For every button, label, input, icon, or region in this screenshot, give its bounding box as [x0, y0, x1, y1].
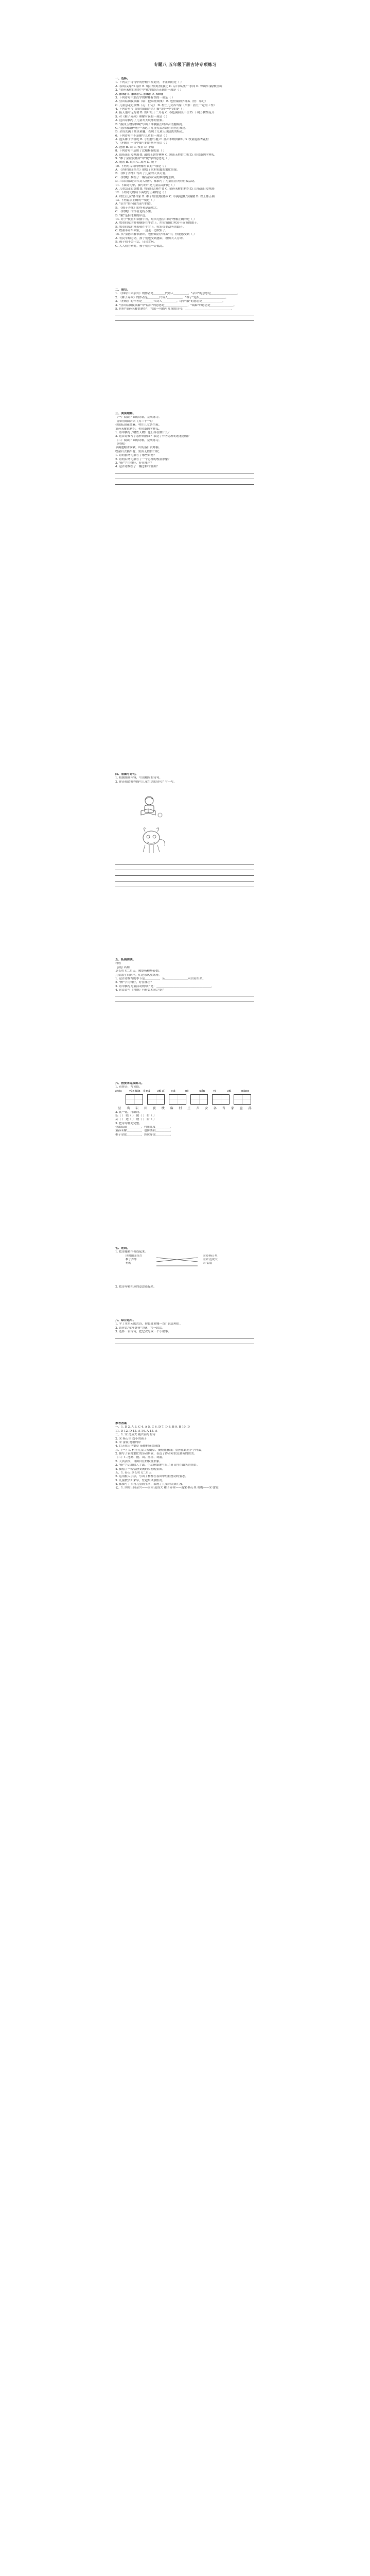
section-application — [115, 1319, 254, 1346]
character-item: 儿 — [196, 1106, 200, 1110]
text-line: 5. 仿照"童孙未解供耕织"，写出一句描写儿童的诗句：＿＿＿＿＿＿＿＿＿＿＿＿＿＿＿＿。 — [115, 307, 234, 311]
text-line: 稚子金盆＿＿＿＿＿，彩丝穿取＿＿＿＿＿。 — [115, 1133, 173, 1137]
character-writing-boxes — [126, 1094, 254, 1105]
answer-line[interactable] — [115, 481, 254, 485]
answer-line[interactable] — [115, 883, 254, 887]
pinyin-item: qiāng — [241, 1089, 249, 1093]
answer-key-heading: 参考答案 — [115, 1422, 127, 1425]
text-line: 二、1. 宋 范成大 随兴而写的诗 — [115, 1433, 155, 1437]
character-item: 绩 — [161, 1106, 165, 1110]
text-line: A. 春风/又绿/江南岸 B. 明月/何时/照我还 C. 京口/瓜洲/一水间 D. 钟山/只隔/数重山 — [115, 84, 222, 88]
section-exercises — [115, 1082, 254, 1137]
text-line: 2. 比一比，再组词。 — [115, 1110, 142, 1114]
writing-box[interactable] — [234, 1094, 251, 1105]
text-line: C. 大人们劳动时，孩子们在一旁捣乱。 — [115, 244, 166, 248]
text-line: 3. 把诗句补充完整。 — [115, 1122, 142, 1125]
text-line: B. "敲成玉磬穿林响"写出了冰被敲击时声音清脆响亮。 — [115, 123, 185, 126]
text-line: （二）1. 池塘、陂、山、落日、寒漪。 — [115, 1456, 165, 1460]
text-line: 3. 《村晚》的作者是＿＿＿＿代诗人＿＿＿＿＿，诗中"陂"的意思是＿＿＿＿＿＿＿。 — [115, 300, 225, 303]
text-line: B. 孩子们不会干活，只会贪玩。 — [115, 241, 157, 244]
text-line: （一）阅读下面的诗歌，完成练习。 — [115, 416, 162, 419]
text-line: 2. "醉"字用得好，好在哪里？ — [115, 981, 153, 985]
text-line: A. 山衔落日浸寒漪 B. 敲成玉磬穿林响 C. 短笛无腔信口吹 D. 也傍桑阴学种瓜 — [115, 153, 215, 157]
text-line: D. 三首诗都是宋代诗人所作，都描写了儿童在春天的游戏活动。 — [115, 180, 197, 183]
character-item: 昼 — [118, 1106, 121, 1110]
text-line: B. 牧童回家时横着骑在牛背上，吹着优美动听的曲子。 — [115, 225, 186, 229]
text-line: 1. 根据图画内容，写出相应的诗句。 — [115, 776, 163, 780]
match-right-item[interactable]: 南宋·杨万里 — [203, 1254, 218, 1258]
writing-box[interactable] — [212, 1094, 230, 1105]
text-line: D. "陂"是指池塘的岸边。 — [115, 214, 148, 217]
text-line: 3. "衔"字用得好，好在哪里？ — [115, 461, 153, 465]
character-item: 麻 — [170, 1106, 173, 1110]
writing-box[interactable] — [126, 1094, 143, 1105]
dragon-illustration — [134, 824, 170, 855]
text-line: 3. 下列诗句中加点字的解释有误的一项是（ ） — [115, 96, 175, 99]
section-matching — [115, 1247, 254, 1289]
text-line: 2. 这首诗描写了怎样的画面？表达了作者怎样的思想感情？ — [115, 435, 191, 438]
answer-line[interactable] — [115, 992, 254, 996]
text-line: A. 农民辛勤劳动，孩子们也受到感染，模仿大人劳动。 — [115, 236, 186, 240]
text-line: 草满池塘水满陂，山衔落日浸寒漪。 — [115, 446, 162, 450]
answer-line[interactable] — [115, 866, 254, 870]
writing-box[interactable] — [169, 1094, 186, 1105]
section-heading: 八、综合运用。 — [115, 1319, 136, 1322]
text-line: 9. "稚子金盆脱晓冰"中"脱"字的意思是（ ） — [115, 157, 171, 160]
text-line: C. 牧童牵着牛回家，一边走一边吹笛子。 — [115, 229, 168, 232]
pinyin-item: zhì — [227, 1089, 232, 1093]
text-line: 1. 下列关于诗句中的停顿节奏划分，不正确的是（ ） — [115, 81, 183, 84]
text-line: C. 《村晚》的作者是杨万里。 — [115, 210, 154, 214]
text-line: 3. "衔"字运用拟人手法，生动形象地写出了落日挂在山头的情景。 — [115, 1464, 200, 1467]
text-line: 1. 诗中描写了哪些人物？他们各在做什么？ — [115, 431, 171, 434]
text-line: 五、1. 春天 草长莺飞二月天 — [115, 1471, 152, 1475]
text-line: 1. 这首诗描写的季节是＿＿＿＿＿，从＿＿＿＿＿＿＿＿可以看出来。 — [115, 977, 205, 980]
section-heading: 四、看图写诗句。 — [115, 773, 138, 776]
text-line: D. 全诗充满了童真童趣，表现了儿童天真活泼的特点。 — [115, 130, 186, 134]
section-extended-reading — [115, 958, 254, 1004]
answer-line[interactable] — [115, 475, 254, 479]
text-line: 耘（ ） 绩（ ） 陂（ ） 衔（ ） — [115, 1114, 156, 1117]
text-line: A. 《四时田园杂兴》描绘了农村初夏的繁忙景象。 — [115, 168, 180, 172]
pinyin-item: xián — [199, 1089, 205, 1093]
text-line: 3. 选择一首古诗，把它改写成一个小故事。 — [115, 1330, 171, 1334]
text-line: 11. D 12. D 13. A 14. A 15. A — [115, 1429, 157, 1433]
text-line: A. 池塘 B. 山 C. 牧童 D. 小船 — [115, 145, 154, 149]
match-right-item[interactable]: 宋·雷震 — [203, 1262, 212, 1265]
pinyin-item: jì má — [143, 1089, 150, 1093]
text-line: 牧童归去横牛背，短笛无腔信口吹。 — [115, 450, 162, 453]
text-line: 2. 诗的后两句描写了一个怎样的牧童形象？ — [115, 457, 171, 461]
text-line: C. 《村晚》描绘了一幅恬静安闲的乡村晚景图。 — [115, 176, 177, 179]
match-left-item[interactable]: 稚子弄冰 — [126, 1258, 137, 1261]
section-picture-poem — [115, 773, 254, 889]
text-line: 5. 对《稚子弄冰》理解有误的一项是（ ） — [115, 115, 169, 118]
text-line: 8. 下列诗句中运用了比喻修辞的是（ ） — [115, 149, 166, 153]
pinyin-item: zhòu — [115, 1089, 122, 1093]
text-line: 4. "昼出耘田夜绩麻"中"耘田"的意思是＿＿＿＿＿＿＿＿，"绩麻"的意思是＿＿＿＿＿＿＿＿。 — [115, 303, 237, 307]
text-line: 2. 请你以"童年趣事"为题，写一段话。 — [115, 1326, 165, 1330]
text-line: B. 《稚子弄冰》写出了儿童的天真可爱。 — [115, 172, 168, 176]
answer-line[interactable] — [115, 317, 254, 321]
text-line: 2. 运用拟人手法，写出了杨柳在春风中轻轻摆动的姿态。 — [115, 1475, 188, 1479]
exercise-line: 2. 把诗句和相应的意思连起来。 — [115, 1285, 156, 1289]
text-line: 1. 《四时田园杂兴》的作者是＿＿＿＿代诗人＿＿＿＿＿，"杂兴"的意思是＿＿＿＿＿＿＿＿＿。 — [115, 292, 240, 296]
section-choice — [115, 77, 254, 248]
text-line: A. 这首诗描写了儿童冬天玩冰的情景。 — [115, 119, 166, 123]
pinyin-item: pō — [185, 1089, 189, 1093]
text-line: A. "杂兴"是指随兴而写的诗。 — [115, 202, 154, 206]
section-heading: 一、选择。 — [115, 77, 130, 80]
exercise-line: 1. 看拼音，写词语。 — [115, 1086, 142, 1089]
text-line: 12. 下列诗句朗读节奏划分正确的是（ ） — [115, 191, 168, 195]
text-line: A. 村庄/儿女/各当家 B. 稚子/金盆/脱晓冰 C. 草满/池塘/水满陂 D. 以上都正确 — [115, 195, 215, 198]
text-line: A. 儿童急走追黄蝶 B. 牧童归去横牛背 C. 童孙未解供耕织 D. 山衔落日浸寒漪 — [115, 187, 215, 191]
writing-box[interactable] — [190, 1094, 208, 1105]
character-item: 各 — [214, 1106, 217, 1110]
matching-exercise — [126, 1255, 239, 1285]
child-reading-illustration — [136, 794, 167, 819]
text-line: 七、1. 四时田园杂兴——南宋·范成大 稚子弄冰——南宋·杨万里 村晚——宋·雷震 — [115, 1486, 219, 1490]
answer-line[interactable] — [115, 469, 254, 473]
section-fill-blank — [115, 289, 254, 323]
pinyin-item: yī — [213, 1089, 216, 1093]
match-left-item[interactable]: 村晚 — [126, 1262, 131, 1265]
character-item: 村 — [179, 1106, 182, 1110]
text-line: 童孙未解＿＿＿＿＿，也傍桑阴＿＿＿＿＿。 — [115, 1129, 173, 1133]
text-line: 3. 儿童散学归来早，忙趁东风放纸鸢。 — [115, 1479, 165, 1482]
section-heading: 三、阅读理解。 — [115, 412, 136, 415]
text-line: 14. 对于"牧童归去横牛背，短笛无腔信口吹"理解正确的是（ ） — [115, 217, 197, 221]
text-line: 【清】高鼎 — [115, 965, 130, 969]
text-line: 《四时田园杂兴（其三十一）》 — [115, 419, 154, 423]
text-line: 10. 下列对古诗的理解有误的一项是（ ） — [115, 164, 168, 168]
answer-line[interactable] — [115, 860, 254, 865]
text-line: 2. 描写了农村繁忙的劳动景象，表达了作者对农民勤劳的赞美。 — [115, 1452, 197, 1455]
pinyin-item: cuì — [171, 1089, 175, 1093]
text-line: 三、（一）1. 村庄儿女白天锄草、夜晚搓麻线；童孙在桑树下学种瓜。 — [115, 1448, 204, 1452]
character-item: 女 — [205, 1106, 208, 1110]
text-line: 《村晚》 — [115, 443, 127, 446]
answer-line[interactable] — [115, 998, 254, 1002]
text-line: A. 昼出耘田夜绩麻（绩：把麻搓成线） B. 也傍桑阴学种瓜（傍：靠近） — [115, 100, 208, 104]
exercise-line: 1. 把诗题和作者连起来。 — [115, 1250, 148, 1254]
answer-line[interactable] — [115, 872, 254, 876]
text-line: 4. 这首诗描绘了一幅怎样的画面？ — [115, 465, 160, 469]
answer-line[interactable] — [115, 1340, 254, 1344]
text-line: 4. 下列诗句与《四时田园杂兴》描写同一季节的是（ ） — [115, 108, 186, 111]
text-line: 2. "童孙未解供耕织"中"供"的读音正确的一项是（ ） — [115, 89, 183, 92]
text-line: 昼出耘田＿＿＿＿＿，村庄儿女＿＿＿＿＿。 — [115, 1126, 173, 1129]
character-item: 田 — [144, 1106, 148, 1110]
text-line: 1. 诗的前两句描写了哪些景物？ — [115, 454, 156, 457]
character-item: 童 — [239, 1106, 243, 1110]
answer-line[interactable] — [115, 1334, 254, 1338]
text-line: 童孙未解供耕织，也傍桑阴学种瓜。 — [115, 427, 162, 431]
answer-key — [115, 1422, 254, 1490]
text-line: 昼出耘田夜绩麻，村庄儿女各当家。 — [115, 423, 162, 427]
text-line: A. 接天莲叶无穷碧 B. 霜叶红于二月花 C. 春色满园关不住 D. 千树万树梨花开 — [115, 111, 215, 115]
section-heading: 五、拓展阅读。 — [115, 958, 136, 961]
matching-lines — [156, 1256, 198, 1276]
text-line: B. 《稚子弄冰》的作者是范成大。 — [115, 206, 160, 210]
text-line: A. 牧童回家的时候横卧在牛背上，用短笛随口吹着不成调的曲子。 — [115, 222, 200, 225]
text-line: 13. 下列说法正确的一项是（ ） — [115, 199, 156, 202]
match-left-item[interactable]: 四时田园杂兴 — [126, 1254, 143, 1258]
pinyin-row — [115, 1090, 254, 1093]
section-heading: 二、填空。 — [115, 289, 130, 292]
text-line: 芸（ ） 迹（ ） 坡（ ） 街（ ） — [115, 1118, 156, 1122]
section-reading — [115, 412, 254, 486]
text-line: 11. 下面诗句中，描写的不是儿童活动的是（ ） — [115, 183, 177, 187]
text-line: （二）阅读下面的诗歌，完成练习。 — [115, 438, 162, 442]
text-line: 2. 《稚子弄冰》的作者是＿＿＿＿代诗人＿＿＿＿＿。"稚子"是指＿＿＿＿＿＿＿＿＿。 — [115, 296, 228, 299]
text-line: 3. 宋 雷震 池塘的岸 — [115, 1440, 141, 1444]
text-line: A. gōng B. gòng C. gǒng D. hōng — [115, 92, 163, 96]
worksheet-title: 专题八 五年级下册古诗专项练习 — [153, 62, 217, 67]
text-line: C. 儿童急走追黄蝶（走：行走） D. 村庄儿女各当家（当家：担任一定的工作） — [115, 104, 217, 107]
text-line: C. "忽作玻璃碎地声"表达了儿童失去冰块时的伤心难过。 — [115, 126, 188, 130]
text-line: 草长莺飞二月天，拂堤杨柳醉春烟。 — [115, 970, 162, 973]
text-line: 2. 你还知道哪些描写儿童生活的诗句？写一写。 — [115, 780, 177, 784]
character-item: 出 — [127, 1106, 130, 1110]
text-line: 4. 描绘了一幅恬静安闲的乡村晚景图。 — [115, 1467, 165, 1471]
character-item: 耘 — [135, 1106, 139, 1110]
character-item: 夜 — [152, 1106, 156, 1110]
text-line: 2. 天真活泼、自由自在的牧童形象。 — [115, 1460, 163, 1463]
text-line: A. 蓬头稚子学垂纶 B. 小娃撑小艇 C. 童孙未解供耕织 D. 牧童遥指杏花村 — [115, 138, 209, 141]
text-line: A. 脱落 B. 取出 C. 离开 D. 脱下 — [115, 161, 157, 164]
writing-box[interactable] — [147, 1094, 165, 1105]
text-line: 村居 — [115, 962, 121, 965]
pinyin-item: yún tián — [129, 1089, 140, 1093]
match-right-item[interactable]: 南宋·范成大 — [203, 1258, 218, 1261]
section-heading: 六、按要求完成练习。 — [115, 1082, 144, 1085]
pinyin-item: zhì zǐ — [157, 1089, 165, 1093]
character-item: 家 — [231, 1106, 234, 1110]
answer-line[interactable] — [115, 877, 254, 882]
text-line: 2. 宋 杨万里 幼小的孩子 — [115, 1437, 147, 1440]
text-line: 4. 这首诗与《村晚》有什么相同之处？ — [115, 989, 165, 992]
text-line: 儿童散学归来早，忙趁东风放纸鸢。 — [115, 973, 162, 977]
answer-line[interactable] — [115, 311, 254, 315]
text-line: 一、1. D 2. A 3. C 4. A 5. C 6. D 7. D 8. B 9. B 10. D — [115, 1426, 190, 1429]
text-line: 15. 从"童孙未解供耕织，也傍桑阴学种瓜"中，你能感受到（ ） — [115, 233, 197, 236]
text-line: 1. 学了本单元的古诗，你最喜欢哪一首？说说理由。 — [115, 1323, 183, 1326]
character-item: 孙 — [248, 1106, 252, 1110]
text-line: 3. 诗中描写儿童活动的句子是：＿＿＿＿＿＿＿＿＿＿＿＿＿＿＿＿＿＿＿。 — [115, 985, 214, 988]
text-line: 6. 下列诗句中不是描写儿童的一项是（ ） — [115, 134, 169, 138]
text-line: 4. 白天在田里锄草 夜晚把麻搓成线 — [115, 1445, 161, 1448]
character-item: 当 — [222, 1106, 225, 1110]
section-heading: 七、连线。 — [115, 1247, 130, 1250]
text-line: 4. 都描写了乡村儿童的生活，表现了儿童的天真烂漫。 — [115, 1483, 185, 1486]
character-item: 庄 — [187, 1106, 191, 1110]
text-line: 7. 《村晚》一诗中描写的景物不包括（ ） — [115, 142, 169, 145]
character-row — [115, 1107, 254, 1111]
